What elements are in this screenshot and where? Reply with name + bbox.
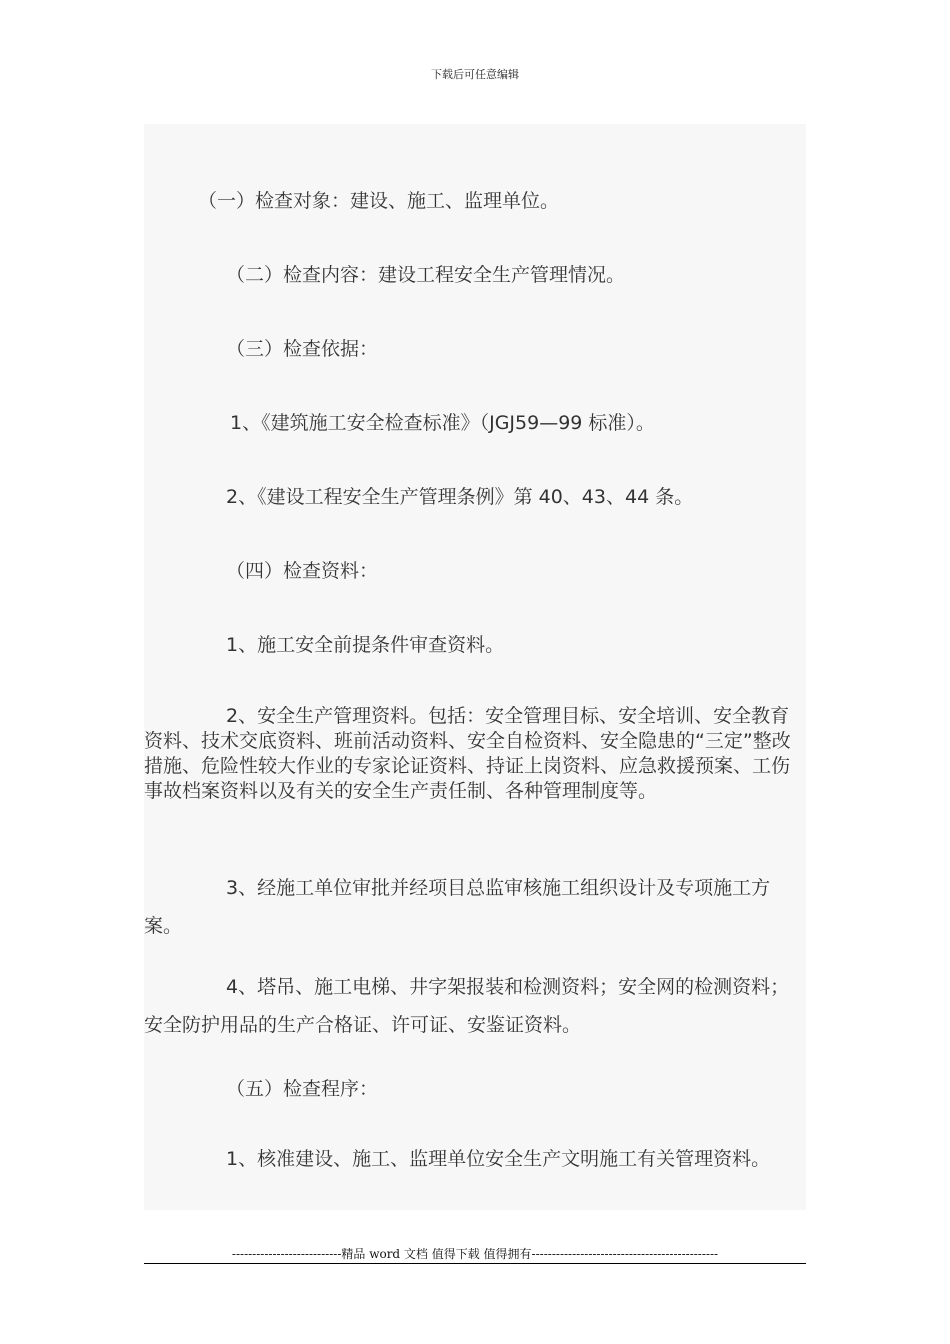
procedure-item-1: 1、核准建设、施工、监理单位安全生产文明施工有关管理资料。 [226, 1148, 771, 1170]
materials-item-1: 1、施工安全前提条件审查资料。 [226, 634, 505, 656]
section-inspection-materials: （四）检查资料： [226, 560, 379, 582]
section-inspection-basis: （三）检查依据： [226, 338, 379, 360]
materials-item-2: 2、安全生产管理资料。包括：安全管理目标、安全培训、安全教育资料、技术交底资料、班前活动资料、安全自检资料、安全隐患的“三定”整改措施、危险性较大作业的专家论证资料、持证上岗资料、应急救援预案、工伤事故档案资料以及有关的安全生产责任制、各种管理制度等。 [144, 705, 791, 802]
basis-item-2: 2、《建设工程安全生产管理条例》第 40、43、44 条。 [226, 486, 694, 508]
basis-item-1: 1、《建筑施工安全检查标准》（JGJ59—99 标准）。 [230, 412, 655, 434]
page-header-note: 下载后可任意编辑 [431, 68, 519, 81]
section-inspection-content: （二）检查内容：建设工程安全生产管理情况。 [226, 264, 626, 286]
materials-item-3: 3、经施工单位审批并经项目总监审核施工组织设计及专项施工方案。 [144, 877, 771, 937]
page-footer-note: ---------------------------精品 word 文档 值得下载 值得拥有---------------------------------------------- [231, 1247, 719, 1261]
footer-divider [144, 1263, 806, 1264]
materials-item-4: 4、塔吊、施工电梯、井字架报装和检测资料；安全网的检测资料；安全防护用品的生产合格证、许可证、安鉴证资料。 [144, 976, 790, 1036]
section-inspection-procedure: （五）检查程序： [226, 1078, 379, 1100]
section-inspection-object: （一）检查对象：建设、施工、监理单位。 [198, 190, 560, 212]
